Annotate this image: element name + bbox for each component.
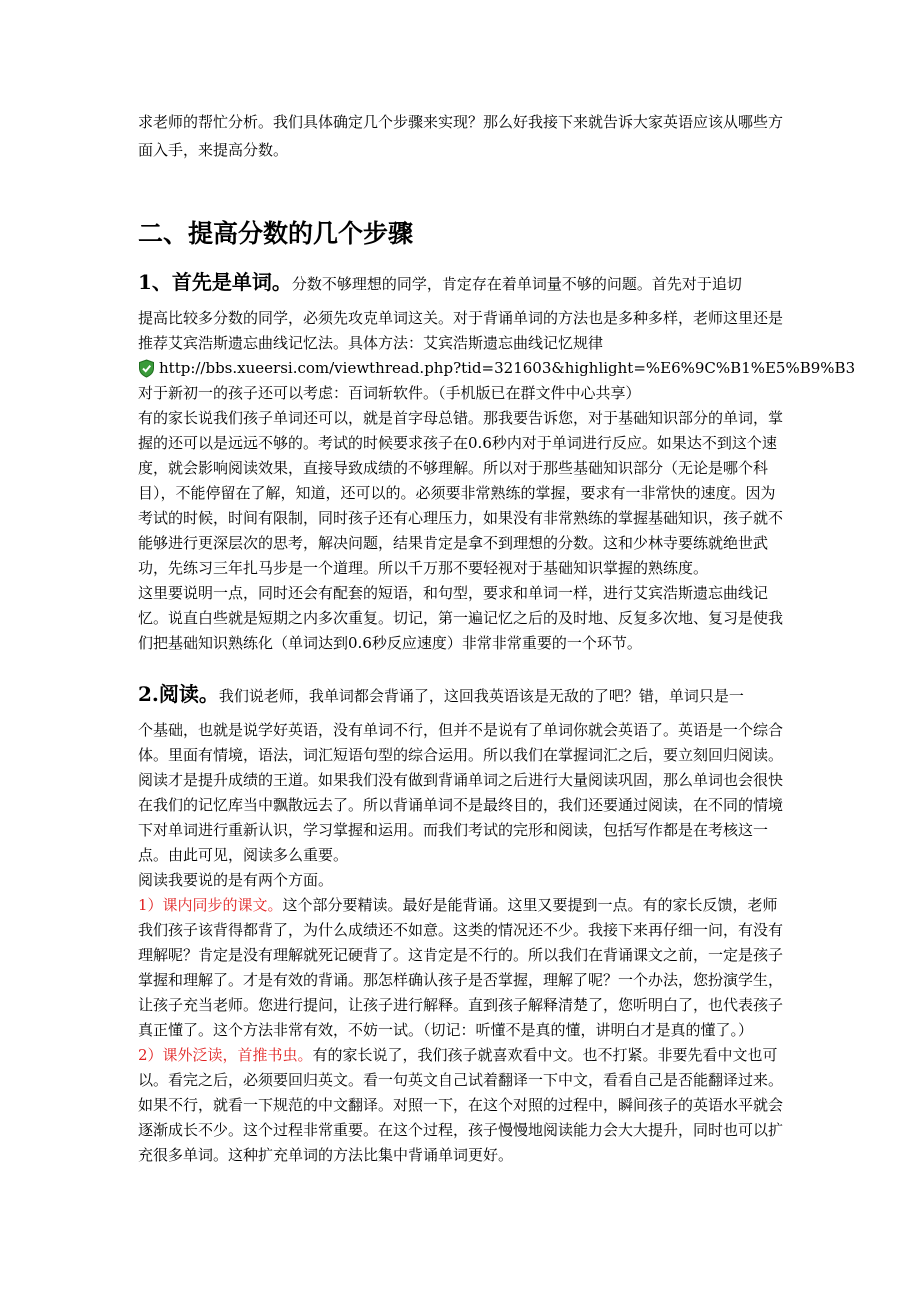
step2-paragraph-1: 个基础，也就是说学好英语，没有单词不行，但并不是说有了单词你就会英语了。英语是一个综合体。里面有情境，语法，词汇短语句型的综合运用。所以我们在掌握词汇之后，要立刻回归阅读。阅读才是提升成绩的王道。如果我们没有做到背诵单词之后进行大量阅读巩固，那么单词也会很快在我们的记忆库当中飘散远去了。所以背诵单词不是最终目的，我们还要通过阅读，在不同的情境下对单词进行重新认识，学习掌握和运用。而我们考试的完形和阅读，包括写作都是在考核这一点。由此可见，阅读多么重要。 (138, 721, 784, 864)
step1-heading: 1、首先是单词。 (138, 270, 292, 294)
step2-section (138, 676, 788, 1168)
reference-url[interactable]: http://bbs.xueersi.com/viewthread.php?tid=321603&highlight=%E6%9C%B1%E5%B9%B3 (159, 359, 856, 377)
step1-first-line (138, 264, 788, 302)
step1-paragraph-1: 提高比较多分数的同学，必须先攻克单词这关。对于背诵单词的方法也是多种多样，老师这里还是推荐艾宾浩斯遗忘曲线记忆法。具体方法：艾宾浩斯遗忘曲线记忆规律 (138, 309, 784, 352)
step2-item-1 (138, 893, 788, 1043)
url-line (138, 356, 856, 381)
step2-item-2-label: 2）课外泛读，首推书虫。 (138, 1046, 313, 1064)
section-heading: 二、提高分数的几个步骤 (138, 219, 414, 248)
step1-paragraph-2: 对于新初一的孩子还可以考虑：百词斩软件。（手机版已在群文件中心共享） (138, 384, 641, 402)
step1-paragraph-3: 有的家长说我们孩子单词还可以，就是首字母总错。那我要告诉您，对于基础知识部分的单词，掌握的还可以是远远不够的。考试的时候要求孩子在0.6秒内对于单词进行反应。如果达不到这个速度，就会影响阅读效果，直接导致成绩的不够理解。所以对于那些基础知识部分（无论是哪个科目），不能停留在了解，知道，还可以的。必须要非常熟练的掌握，要求有一非常快的速度。因为考试的时候，时间有限制，同时孩子还有心理压力，如果没有非常熟练的掌握基础知识，孩子就不能够进行更深层次的思考，解决问题，结果肯定是拿不到理想的分数。这和少林寺要练就绝世武功，先练习三年扎马步是一个道理。所以千万那不要轻视对于基础知识掌握的熟练度。 (138, 409, 784, 577)
step2-lead: 我们说老师，我单词都会背诵了，这回我英语该是无敌的了吧？错，单词只是一 (218, 687, 744, 705)
step2-heading: 2.阅读。 (138, 682, 219, 706)
step1-section (138, 264, 856, 656)
step1-paragraph-4: 这里要说明一点，同时还会有配套的短语，和句型，要求和单词一样，进行艾宾浩斯遗忘曲线记忆。说直白些就是短期之内多次重复。切记，第一遍记忆之后的及时地、反复多次地、复习是使我们把基础知识熟练化（单词达到0.6秒反应速度）非常非常重要的一个环节。 (138, 584, 784, 652)
step2-item-1-label: 1）课内同步的课文。 (138, 896, 283, 914)
step2-item-2 (138, 1043, 788, 1168)
step1-lead: 分数不够理想的同学，肯定存在着单词量不够的问题。首先对于追切 (291, 275, 742, 293)
step2-item-1-text: 这个部分要精读。最好是能背诵。这里又要提到一点。有的家长反馈，老师我们孩子该背得都背了，为什么成绩还不如意。这类的情况还不少。我接下来再仔细一问，有没有理解呢？肯定是没有理解就死记硬背了。这肯定是不行的。所以我们在背诵课文之前，一定是孩子掌握和理解了。才是有效的背诵。那怎样确认孩子是否掌握，理解了呢？一个办法，您扮演学生，让孩子充当老师。您进行提问，让孩子进行解释。直到孩子解释清楚了，您听明白了，也代表孩子真正懂了。这个方法非常有效，不妨一试。（切记：听懂不是真的懂，讲明白才是真的懂了。） (138, 896, 784, 1039)
shield-check-icon (138, 359, 155, 378)
step2-item-2-text: 有的家长说了，我们孩子就喜欢看中文。也不打紧。非要先看中文也可以。看完之后，必须要回归英文。看一句英文自己试着翻译一下中文，看看自己是否能翻译过来。如果不行，就看一下规范的中文翻译。对照一下，在这个对照的过程中，瞬间孩子的英语水平就会逐渐成长不少。这个过程非常重要。在这个过程，孩子慢慢地阅读能力会大大提升，同时也可以扩充很多单词。这种扩充单词的方法比集中背诵单词更好。 (138, 1046, 784, 1164)
step2-paragraph-2: 阅读我要说的是有两个方面。 (138, 871, 334, 889)
intro-paragraph: 求老师的帮忙分析。我们具体确定几个步骤来实现？那么好我接下来就告诉大家英语应该从哪些方面入手，来提高分数。 (138, 113, 784, 159)
step2-first-line (138, 676, 788, 714)
